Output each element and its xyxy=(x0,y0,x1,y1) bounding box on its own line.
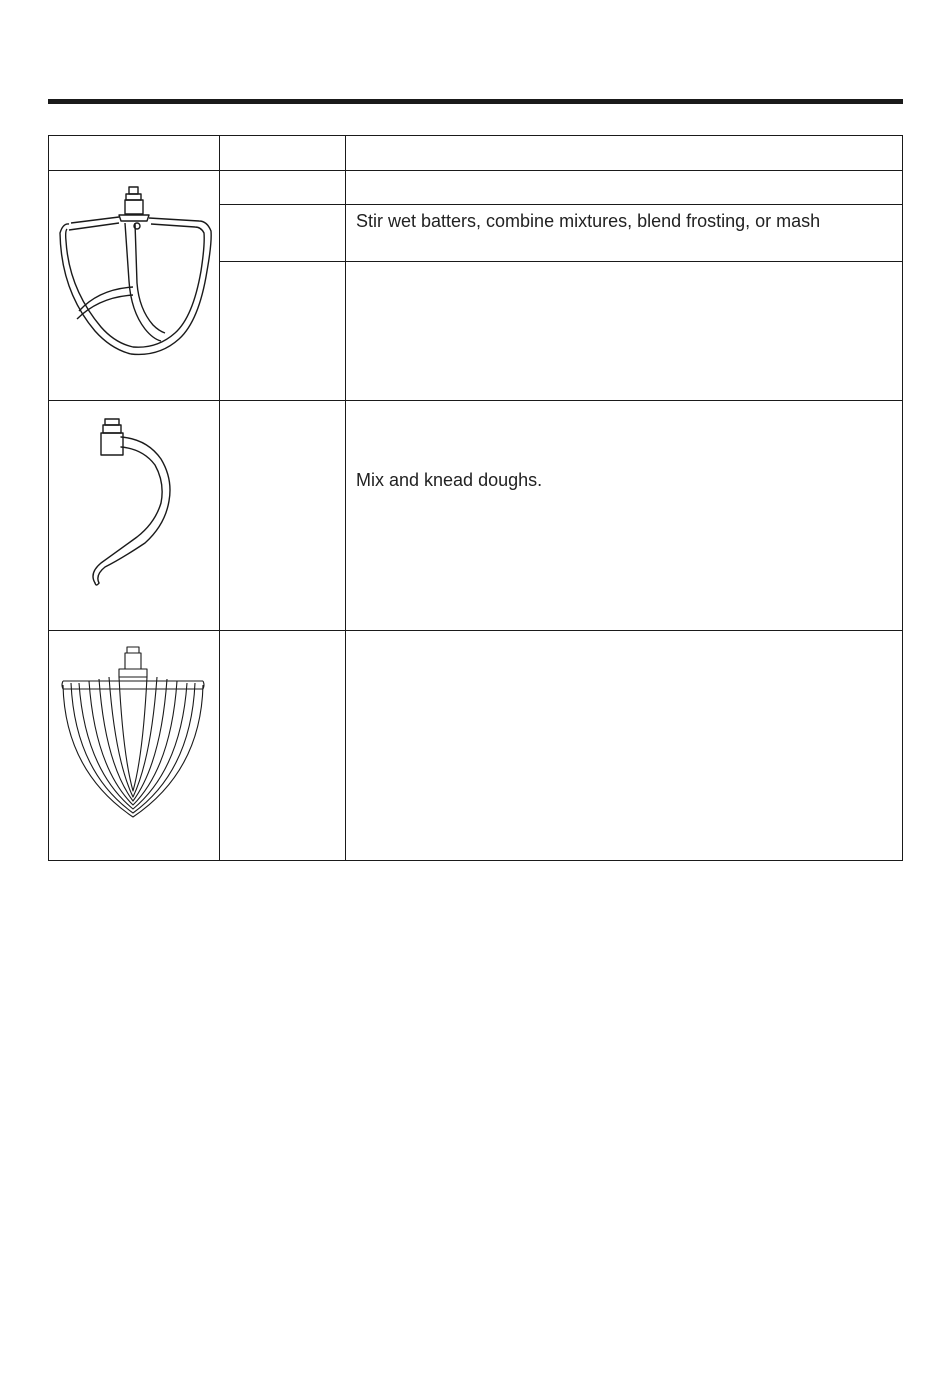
header-cell-name xyxy=(219,135,346,171)
dough-hook-image-cell xyxy=(48,400,220,631)
header-cell-use xyxy=(345,135,903,171)
flat-beater-use-text-2: Stir wet batters, combine mixtures, blend frosting, or mash xyxy=(356,211,821,231)
flat-beater-use-cell-1 xyxy=(345,170,903,205)
dough-hook-icon xyxy=(49,401,219,630)
header-cell-illustration xyxy=(48,135,220,171)
dough-hook-use-text: Mix and knead doughs. xyxy=(356,470,543,490)
dough-hook-use-cell xyxy=(345,400,903,631)
flat-beater-image-cell xyxy=(48,170,220,401)
flat-beater-use-cell-2 xyxy=(345,204,903,262)
flat-beater-use-cell-3 xyxy=(345,261,903,401)
wire-whip-use-cell xyxy=(345,630,903,861)
flat-beater-icon xyxy=(49,171,219,400)
wire-whip-image-cell xyxy=(48,630,220,861)
dough-hook-name-cell xyxy=(219,400,346,631)
flat-beater-name-cell-2 xyxy=(219,204,346,262)
wire-whip-icon xyxy=(49,631,219,860)
top-rule xyxy=(48,99,903,104)
flat-beater-name-cell-1 xyxy=(219,170,346,205)
wire-whip-name-cell xyxy=(219,630,346,861)
flat-beater-name-cell-3 xyxy=(219,261,346,401)
accessory-table xyxy=(48,135,903,861)
